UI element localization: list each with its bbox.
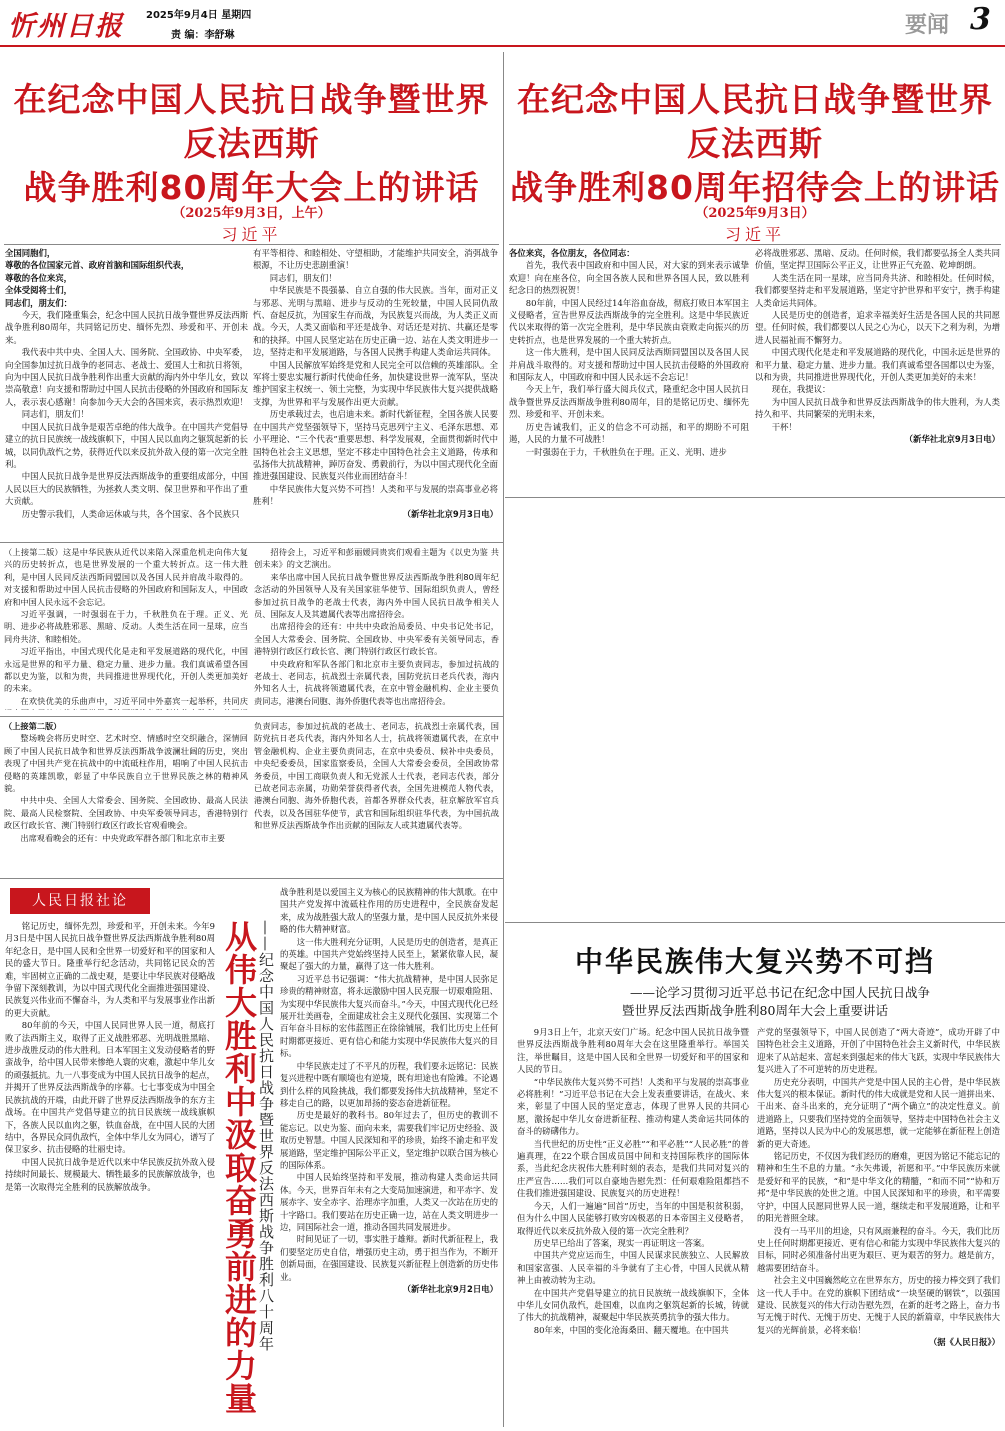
paragraph: 同志们，朋友们！ bbox=[269, 272, 337, 283]
masthead-divider bbox=[0, 45, 1005, 47]
issue-date: 2025年9月4日 星期四 bbox=[146, 10, 252, 21]
commendation-col2 bbox=[755, 662, 1000, 914]
gala-report bbox=[4, 720, 500, 870]
paragraph: 中共中央、全国人大常委会、国务院、全国政协、最高人民法院、最高人民检察院、全国政协、中央军委领导同志，香港特别行政区行政长官、澳门特别行政区行政长官观看晚会。 bbox=[4, 795, 248, 831]
paragraph: 今天，我们隆重集会，纪念中国人民抗日战争暨世界反法西斯战争胜利80周年，共同铭记历史、缅怀先烈、珍爱和平、开创未来。 bbox=[5, 310, 248, 345]
paragraph: 一时强弱在于力，千秋胜负在于理。正义、光明、进步 bbox=[525, 446, 727, 457]
left-article-author: 习近平 bbox=[221, 225, 282, 244]
right-article-date: （2025年9月3日） bbox=[695, 206, 815, 221]
right-article-title bbox=[505, 78, 1005, 210]
paragraph: 中国共产党应运而生，中国人民谋求民族独立、人民解放和国家富强、人民幸福的斗争就有了主心骨，中国人民就从精神上由被动转为主动。 bbox=[517, 1250, 749, 1286]
feature-subtitle bbox=[505, 984, 1005, 1020]
section-divider bbox=[505, 497, 1005, 498]
reception-report bbox=[4, 546, 500, 712]
paragraph: 在中国共产党倡导建立的抗日民族统一战线旗帜下，全体中华儿女同仇敌忾，赴国难，以血肉之躯筑起新的长城，铸就了伟大的抗战精神，凝聚起中华民族英勇抗争的强大伟力。 bbox=[517, 1287, 749, 1323]
feature-col1 bbox=[517, 1026, 749, 1426]
paragraph: 铭记历史，不仅因为我们经历的磨难，更因为铭记不能忘记的精神和生生不息的力量。“永矢弗谖，祈愿和平。”中华民族历来就是爱好和平的民族，“和”是中华文化的精髓，“和而不同”“协和万邦”是中华民族的处世之道。中国人民深知和平的珍贵，和平需要守护，中国人民愿同世界人民一道，继续走和平发展道路，让和平的阳光普照全球。 bbox=[757, 1151, 1000, 1224]
paragraph: 中国人民抗日战争是艰苦卓绝的伟大战争。在中国共产党倡导建立的抗日民族统一战线旗帜下，中国人民以血肉之躯筑起新的长城，以同仇敌忾之势，获得近代以来反抗外敌入侵的第一次完全胜利。 bbox=[5, 421, 248, 469]
left-speech-article bbox=[0, 52, 503, 540]
paragraph: 80年前，中国人民经过14年浴血奋战，彻底打败日本军国主义侵略者，宣告世界反法西斯战争的完全胜利。这是中华民族近代以来取得的第一次完全胜利，是中华民族由衰败走向振兴的历史转折点，也是世界发展的一个重大转折点。 bbox=[509, 297, 749, 345]
article-source: （新华社北京9月3日电） bbox=[904, 434, 1000, 445]
paragraph: 历史警示我们，人类命运休戚与共，各个国家、各个民族只 bbox=[21, 508, 240, 519]
paragraph: 为中国人民抗日战争和世界反法西斯战争的伟大胜利，为人类持久和平、共同繁荣的光明未来， bbox=[755, 396, 1000, 420]
paragraph: 历史早已给出了答案，现实一再证明这一答案。 bbox=[533, 1237, 710, 1248]
paragraph: 当代世纪的历史性“正义必胜”“和平必胜”“人民必胜”的普遍真理，在22个联合国成员国中间和支持国际秩序的国际体系，当此纪念庆祝伟大胜利时刻的表态，是我们共同对复兴的庄严宣告……我们可以自豪地告慰先烈：任何艰难险阻都挡不住我们推进强国建设、民族复兴的历史进程！ bbox=[517, 1138, 749, 1199]
section-divider bbox=[505, 922, 1005, 923]
left-article-title-line1: 在纪念中国人民抗日战争暨世界反法西斯 bbox=[13, 80, 490, 163]
page-number: 3 bbox=[970, 2, 991, 37]
paragraph: 习近平强调，一时强弱在于力，千秋胜负在于理。正义、光明、进步必将战胜邪恶、黑暗、反动。人类生活在同一星球，应当同舟共济、和睦相处。 bbox=[4, 609, 248, 644]
left-article-title bbox=[0, 78, 503, 210]
editorial-title: 从伟大胜利中汲取奋勇前进的力量 bbox=[220, 920, 258, 1415]
paragraph: 有平等相待、和睦相处、守望相助，才能维护共同安全，消弭战争根源，不让历史悲剧重演！ bbox=[253, 248, 498, 271]
paragraph: 我代表中共中央、全国人大、国务院、全国政协、中央军委，向全国参加过抗日战争的老同志、老战士、爱国人士和抗日将领，向为中国人民抗日战争胜利作出重大贡献的海内外中华儿女，致以崇高敬意！向支援和帮助过中国人民抗击侵略的外国政府和国际友人，表示衷心感谢！向参加今天大会的各国来宾，表示热烈欢迎！ bbox=[5, 347, 248, 407]
right-article-author: 习近平 bbox=[724, 225, 785, 244]
left-article-col2 bbox=[253, 247, 498, 537]
paragraph: 习近平总书记强调：“伟大抗战精神，是中国人民弥足珍贵的精神财富，将永远激励中国人民克服一切艰难险阻、为实现中华民族伟大复兴而奋斗。”今天，中国式现代化已经展开壮美画卷，全面建成社会主义现代化强国、实现第二个百年奋斗目标的宏伟蓝图正在徐徐铺展，我们比历史上任何时期都更接近、更有信心和能力实现中华民族伟大复兴的目标。 bbox=[280, 973, 498, 1059]
paragraph: 历史告诫我们，正义的信念不可动摇，和平的期盼不可阻遏，人民的力量不可战胜！ bbox=[509, 421, 749, 445]
paragraph: 历史充分表明，中国共产党是中国人民的主心骨，是中华民族伟大复兴的根本保证。新时代的伟大成就是党和人民一道拼出来、干出来、奋斗出来的，充分证明了“两个确立”的决定性意义。前进道路上，只要我们坚持党的全面领导，坚持走中国特色社会主义道路，坚持以人民为中心的发展思想，就一定能够在新征程上创造新的更大奇迹。 bbox=[757, 1076, 1000, 1149]
paragraph: 来华出席中国人民抗日战争暨世界反法西斯战争胜利80周年纪念活动的外国领导人及有关国家驻华使节、国际组织负责人，曾经参加过抗日战争的老战士代表，海内外中国人民抗日战争相关人员、国际友人及其遗属代表等出席招待会。 bbox=[254, 571, 499, 620]
gala-report-col2 bbox=[254, 720, 499, 868]
paragraph: 出席招待会的还有：中共中央政治局委员、中央书记处书记，全国人大常委会、国务院、全国政协、中央军委有关领导同志，香港特别行政区行政长官、澳门特别行政区行政长官。 bbox=[254, 621, 499, 657]
section-divider bbox=[0, 716, 503, 717]
left-article-divider bbox=[4, 244, 499, 245]
left-article-col1 bbox=[5, 247, 248, 537]
paragraph: 中国式现代化是走和平发展道路的现代化，中国永远是世界的和平力量、稳定力量、进步力量。我们真诚希望各国都以史为鉴，以和为贵，共同推进世界现代化，开创人类更加美好的未来！ bbox=[755, 347, 1000, 383]
right-article-title-line1: 在纪念中国人民抗日战争暨世界反法西斯 bbox=[517, 80, 993, 163]
greeting-line: 尊敬的各位来宾， bbox=[5, 272, 72, 283]
editorial-banner bbox=[10, 888, 150, 914]
section-divider bbox=[0, 878, 503, 879]
left-article-title-line2: 战争胜利80周年大会上的讲话 bbox=[23, 168, 480, 207]
paragraph: 80年前的今天，中国人民同世界人民一道，彻底打败了法西斯主义，取得了正义战胜邪恶、光明战胜黑暗、进步战胜反动的伟大胜利。日本军国主义发动侵略者的野蛮战争，给中国人民带来惨绝人寰的灾难，激起中华儿女的顽强抵抗。九一八事变成为中国人民抗日战争的起点，并揭开了世界反法西斯战争的序幕。七七事变成为中国全民族抗战的开端，由此开辟了世界反法西斯战争的东方主战场。在中国共产党倡导建立的抗日民族统一战线旗帜下，各族人民以血肉之躯，铁血奋战，在中国人民的大团结中，各界民众同仇敌忾，全体中华儿女为同心，谱写了保卫家乡、抗击侵略的壮丽史诗。 bbox=[5, 1020, 215, 1155]
paragraph: 人类生活在同一星球，应当同舟共济、和睦相处。任何时候，我们都要坚持走和平发展道路，坚定守护世界和平安宁，携手构建人类命运共同体。 bbox=[755, 272, 1000, 308]
right-article-divider bbox=[509, 244, 1001, 245]
paragraph: 人民是历史的创造者，追求幸福美好生活是各国人民的共同愿望。任何时候，我们都要以人民之心为心，以天下之利为利，为增进人民福祉而不懈努力。 bbox=[755, 310, 1000, 345]
greeting-line: 各位来宾，各位朋友，各位同志： bbox=[509, 248, 635, 258]
paragraph: 80年来，中国的变化沧海桑田、翻天覆地。在中国共 bbox=[533, 1324, 729, 1335]
commendation-article bbox=[505, 500, 1005, 918]
gala-report-col1 bbox=[4, 720, 248, 868]
reception-report-col1 bbox=[4, 546, 248, 710]
paragraph: “中华民族伟大复兴势不可挡！人类和平与发展的崇高事业必将胜利！”习近平总书记在大会上发表重要讲话，在战火、来来，彰显了中国人民的坚定意志，体现了世界人民的共同心愿，激扬起中华儿女奋进新征程、推动构建人类命运共同体的奋斗的磅礴伟力。 bbox=[517, 1076, 749, 1137]
newspaper-logo: 忻州日报 bbox=[8, 11, 124, 42]
paragraph: 习近平指出，中国式现代化是走和平发展道路的现代化，中国永远是世界的和平力量、稳定力量、进步力量。我们真诚希望各国都以史为鉴，以和为贵，共同推进世界现代化，开创人类更加美好的未来。 bbox=[4, 646, 248, 694]
right-speech-article bbox=[505, 52, 1005, 497]
paragraph: 中国人民抗日战争是世界反法西斯战争的重要组成部分，中国人民以巨大的民族牺牲，为拯救人类文明、保卫世界和平作出了重大贡献。 bbox=[5, 471, 248, 507]
editorial-subtitle: ——纪念中国人民抗日战争暨世界反法西斯战争胜利八十周年 bbox=[257, 920, 275, 1352]
feature-subtitle-line2: 暨世界反法西斯战争胜利80周年大会上重要讲话 bbox=[622, 1003, 888, 1018]
paragraph: 这一伟大胜利充分证明，人民是历史的创造者，是真正的英雄。中国共产党始终坚持人民至上，紧紧依靠人民，凝聚起了强大的力量，赢得了这一伟大胜利。 bbox=[280, 936, 498, 972]
article-source: （新华社北京9月2日电） bbox=[402, 1284, 498, 1294]
paragraph: 中国人民解放军始终是党和人民完全可以信赖的英雄部队。全军将士要忠实履行新时代使命任务，加快建设世界一流军队，坚决维护国家主权统一、领土完整，为实现中华民族伟大复兴提供战略支撑，为世界和平与发展作出更大贡献。 bbox=[253, 359, 498, 407]
paragraph: 同志们，朋友们！ bbox=[21, 409, 89, 420]
article-source: （新华社北京9月3日电） bbox=[402, 508, 498, 519]
masthead bbox=[0, 0, 1005, 46]
paragraph: 整场晚会将历史时空、艺术时空、情感时空交织融合，深情回顾了中国人民抗日战争和世界反法西斯战争波澜壮阔的历史，突出表现了中国共产党在抗战中的中流砥柱作用，唱响了中国人民抗击侵略的英雄凯歌，彰显了中华民族自立于世界民族之林的精神风貌。 bbox=[4, 733, 248, 794]
paragraph: （上接第二版） bbox=[4, 721, 62, 731]
editorial-col2 bbox=[280, 886, 498, 1426]
editorial-section bbox=[0, 882, 503, 1431]
editor-credit: 责 编：李舒琳 bbox=[171, 30, 235, 41]
paragraph: 首先，我代表中国政府和中国人民，对大家的到来表示诚挚欢迎！向在座各位，向全国各族人民和世界各国人民，致以胜利纪念日的热烈祝贺！ bbox=[509, 260, 749, 296]
right-article-col1 bbox=[509, 247, 749, 492]
paragraph: 干杯！ bbox=[771, 421, 797, 432]
paragraph: 必将战胜邪恶、黑暗、反动。任何时候，我们都要弘扬全人类共同价值，坚定捍卫国际公平正义，让世界正气充盈、乾坤朗朗。 bbox=[755, 248, 1000, 271]
paragraph: （上接第二版）这是中华民族从近代以来陷入深重危机走向伟大复兴的历史转折点，也是世界发展的一个重大转折点。这一伟大胜利，是中国人民同反法西斯同盟国以及各国人民并肩战斗取得的。对支援和帮助过中国人民抗击侵略的外国政府和国际友人，中国政府和中国人民永远不会忘记。 bbox=[4, 547, 248, 607]
greeting-line: 尊敬的各位国家元首、政府首脑和国际组织代表， bbox=[5, 260, 190, 271]
article-source: （据《人民日报》） bbox=[928, 1337, 1000, 1348]
paragraph: 中华民族是不畏强暴、自立自强的伟大民族。当年，面对正义与邪恶、光明与黑暗、进步与反动的生死较量，中国人民同仇敌忾、奋起反抗，为国家生存而战，为民族复兴而战，为人类正义而战。今天，人类又面临和平还是战争、对话还是对抗、共赢还是零和的抉择。中国人民坚定站在历史正确一边、站在人类文明进步一边，坚持走和平发展道路，与各国人民携手构建人类命运共同体。 bbox=[253, 285, 498, 358]
feature-col2 bbox=[757, 1026, 1000, 1426]
paragraph: 历史是最好的教科书。80年过去了，但历史的教训不能忘记。以史为鉴、面向未来，需要我们牢记历史经验、汲取历史智慧。中国人民深知和平的珍贵，始终不渝走和平发展道路，坚定维护国际公平正义，坚定维护以联合国为核心的国际体系。 bbox=[280, 1110, 498, 1170]
greeting-line: 全体受阅将士们， bbox=[5, 285, 72, 296]
paragraph: 社会主义中国巍然屹立在世界东方，历史的接力棒交到了我们这一代人手中。在党的旗帜下团结成“一块坚硬的钢铁”，以强国建设、民族复兴的伟大行动告慰先烈，在新的赶考之路上，奋力书写无愧于时代、无愧于历史、无愧于人民的新篇章，中华民族伟大复兴的光辉前景，必将来临！ bbox=[757, 1275, 1000, 1335]
paragraph: 现在，我提议： bbox=[771, 384, 831, 395]
paragraph: 中国人民抗日战争是近代以来中华民族反抗外敌入侵持续时间最长、规模最大、牺牲最多的民族解放战争，也是第一次取得完全胜利的民族解放战争。 bbox=[5, 1156, 215, 1192]
editorial-title-block bbox=[218, 920, 276, 1425]
paragraph: 铭记历史，缅怀先烈，珍爱和平，开创未来。今年9月3日是中国人民抗日战争暨世界反法西斯战争胜利80周年纪念日，是中国人民和全世界一切爱好和平的国家和人民的盛大节日。隆重举行纪念活动，共同铭记民众的苦难，牢固树立正确的二战史观，是要让中华民族对侵略战争留下深刻教训，为以中国式现代化全面推进强国建设、民族复兴伟业而不懈奋斗，为人类和平与发展事业作出新的更大贡献。 bbox=[5, 921, 215, 1018]
paragraph: 9月3日上午，北京天安门广场。纪念中国人民抗日战争暨世界反法西斯战争胜利80周年大会在这里隆重举行。举国关注，举世瞩目，这是中国人民和全世界一切爱好和平的国家和人民的节日。 bbox=[517, 1027, 749, 1075]
paragraph: 中国人民始终坚持和平发展，推动构建人类命运共同体。今天，世界百年未有之大变局加速演进，和平赤字、发展赤字、安全赤字、治理赤字加重，人类又一次站在历史的十字路口。我们要站在历史正确一边，站在人类文明进步一边，同国际社会一道，推动各国共同发展进步。 bbox=[280, 1172, 498, 1232]
paragraph: 中华民族伟大复兴势不可挡！人类和平与发展的崇高事业必将胜利！ bbox=[253, 483, 498, 507]
reception-report-col2 bbox=[254, 546, 499, 710]
paragraph: 招待会上，习近平和彭丽媛同贵宾们观看主题为《以史为鉴 共创未来》的文艺演出。 bbox=[254, 547, 499, 570]
paragraph: 在欢快优美的乐曲声中，习近平同中外嘉宾一起举杯，共同庆 bbox=[20, 695, 248, 706]
editorial-banner-text: 人民日报社论 bbox=[32, 893, 128, 909]
paragraph: 中华民族走过了不平凡的历程，我们要永远铭记：民族复兴进程中既有顺境也有逆境，既有坦途也有险滩。不论遇到什么样的风险挑战，我们都要发扬伟大抗战精神，坚定不移走自己的路，以更加昂扬的姿态奋进新征程。 bbox=[280, 1060, 498, 1108]
left-article-date: （2025年9月3日，上午） bbox=[172, 206, 331, 221]
paragraph: 负责同志，参加过抗战的老战士、老同志，抗战烈士亲属代表，国防党抗日老兵代表，海内外知名人士，抗战将领遗属代表，在京中管金融机构、企业主要负责同志，在京中央委员、候补中央委员，中央纪委委员，国家监察委员，全国人大常委会委员，全国政协常务委员，中国工商联负责人和无党派人士代表，老同志代表，部分已故老同志亲属，功勋荣誉获得者代表，全国先进模范人物代表，港澳台同胞、海外侨胞代表，首都各界群众代表，驻京解放军官兵代表，以及各国驻华使节，武官和国际组织驻华代表，为中国抗战和世界反法西斯战争作出贡献的国际友人或其遗属代表等。 bbox=[254, 721, 499, 831]
section-name: 要闻 bbox=[905, 13, 950, 38]
paragraph: 这一伟大胜利，是中国人民同反法西斯同盟国以及各国人民并肩战斗取得的。对支援和帮助过中国人民抗击侵略的外国政府和国际友人，中国政府和中国人民永远不会忘记！ bbox=[509, 347, 749, 383]
feature-title: 中华民族伟大复兴势不可挡 bbox=[574, 945, 935, 978]
section-divider bbox=[0, 542, 503, 543]
right-article-title-line2: 战争胜利80周年招待会上的讲话 bbox=[510, 168, 1000, 207]
right-article-col2 bbox=[755, 247, 1000, 492]
paragraph: 时间见证了一切，事实胜于雄辩。新时代新征程上，我们要坚定历史自信，增强历史主动，勇于担当作为，不断开创新局面，在强国建设、民族复兴新征程上创造新的历史伟业。 bbox=[280, 1234, 498, 1282]
greeting-line: 同志们，朋友们： bbox=[5, 297, 72, 308]
commendation-col1 bbox=[509, 662, 749, 914]
editorial-col1 bbox=[5, 920, 215, 1425]
paragraph: 今天上午，我们举行盛大阅兵仪式，隆重纪念中国人民抗日战争暨世界反法西斯战争胜利80周年，目的是铭记历史、缅怀先烈、珍爱和平、开创未来。 bbox=[509, 384, 749, 420]
feature-subtitle-line1: ——论学习贯彻习近平总书记在纪念中国人民抗日战争 bbox=[629, 985, 930, 1000]
paragraph: 没有一马平川的坦途，只有风雨兼程的奋斗。今天，我们比历史上任何时期都更接近、更有信心和能力实现中华民族伟大复兴的目标，同时必须准备付出更为艰巨、更为艰苦的努力。越是前方，越需要团结奋斗。 bbox=[757, 1225, 1000, 1273]
paragraph: 产党的坚强领导下，中国人民创造了“两大奇迹”，成功开辟了中国特色社会主义道路，开创了中国特色社会主义新时代，中华民族迎来了从站起来、富起来到强起来的伟大飞跃，实现中华民族伟大复兴进入了不可逆转的历史进程。 bbox=[757, 1027, 1000, 1075]
paragraph: 出席观看晚会的还有：中央党政军群各部门和北京市主要 bbox=[20, 832, 226, 843]
greeting-line: 全国同胞们， bbox=[5, 248, 56, 258]
paragraph: 战争胜利是以爱国主义为核心的民族精神的伟大凯歌。在中国共产党发挥中流砥柱作用的历史进程中，全民族奋发起来，成为战胜强大敌人的坚强力量，是中国人民反抗外来侵略的伟大精神财富。 bbox=[280, 887, 498, 935]
feature-article bbox=[505, 926, 1005, 1431]
center-divider bbox=[503, 52, 504, 1427]
paragraph: 历史承载过去，也启迪未来。新时代新征程，全国各族人民要在中国共产党坚强领导下，坚持马克思列宁主义、毛泽东思想、邓小平理论、“三个代表”重要思想、科学发展观，全面贯彻新时代中国特色社会主义思想，坚定不移走中国特色社会主义道路，传承和弘扬伟大抗战精神，踔厉奋发、勇毅前行，为以中国式现代化全面推进强国建设、民族复兴伟业而团结奋斗！ bbox=[253, 409, 498, 482]
paragraph: 今天，人们一遍遍“回首”历史，当年的中国是积贫积弱，但为什么中国人民能够打败穷凶极恶的日本帝国主义侵略者，取得近代以来反抗外敌入侵的第一次完全胜利？ bbox=[517, 1200, 749, 1236]
paragraph: 中央政府和军队各部门和北京市主要负责同志，参加过抗战的老战士、老同志，抗战烈士亲属代表，国防党抗日老兵代表，海内外知名人士，抗战将领遗属代表，在京中管金融机构、企业主要负责同志，港澳台同胞、海外侨胞代表等也出席招待会。 bbox=[254, 658, 499, 706]
